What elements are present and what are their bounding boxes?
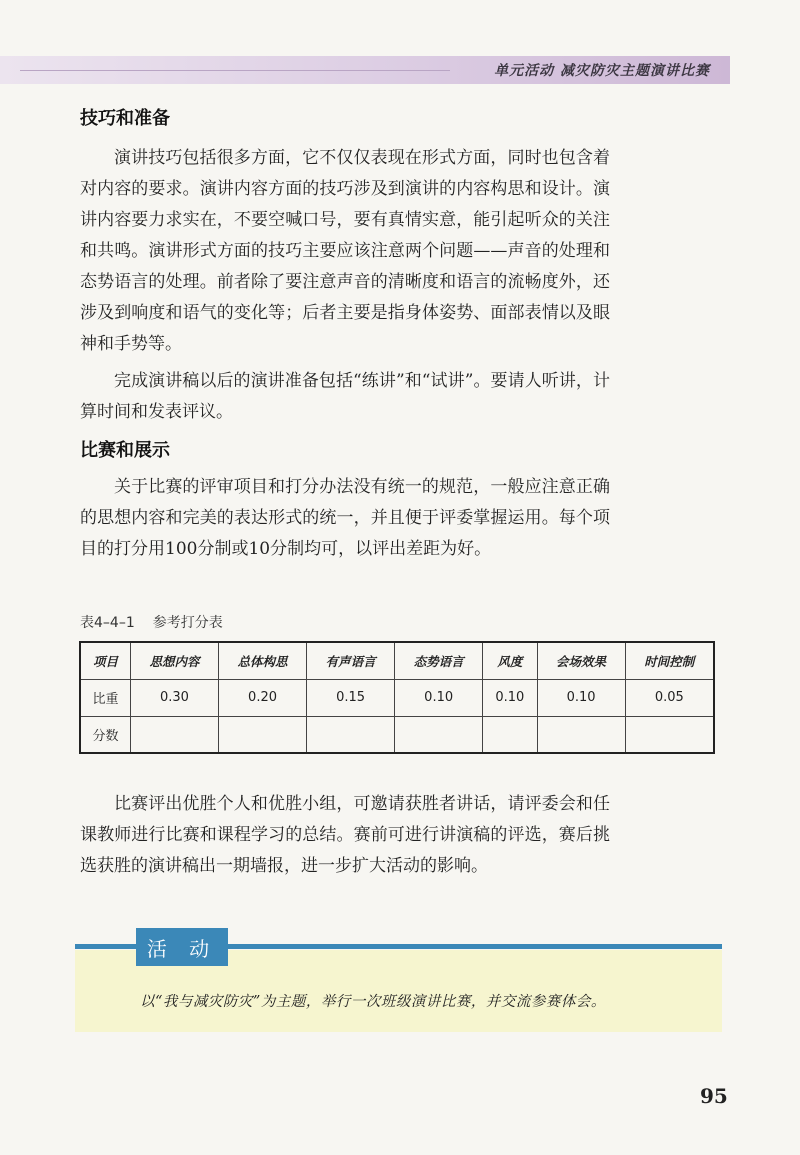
table-caption bbox=[80, 612, 241, 632]
table-header-cell: 思想内容 bbox=[130, 642, 218, 679]
table-header-row bbox=[80, 642, 714, 679]
table-cell: 0.15 bbox=[307, 679, 395, 716]
table-header-cell: 总体构思 bbox=[219, 642, 307, 679]
section-title-competition: 比赛和展示 bbox=[80, 440, 170, 461]
paragraph-preparation: 完成演讲稿以后的演讲准备包括“练讲”和“试讲”。要请人听讲，计算时间和发表评议。 bbox=[80, 371, 610, 422]
activity-label: 活 动 bbox=[136, 928, 228, 966]
running-header-title: 单元活动 减灾防灾主题演讲比赛 bbox=[494, 63, 710, 79]
table-header-cell: 项目 bbox=[80, 642, 130, 679]
table-cell: 0.10 bbox=[483, 679, 537, 716]
table-cell bbox=[483, 716, 537, 753]
table-cell bbox=[537, 716, 625, 753]
table-cell: 分数 bbox=[80, 716, 130, 753]
paragraph-skills: 演讲技巧包括很多方面，它不仅仅表现在形式方面，同时也包含着对内容的要求。演讲内容方面的技巧涉及到演讲的内容构思和设计。演讲内容要力求实在，不要空喊口号，要有真情实意，能引起听众的关注和共鸣。演讲形式方面的技巧主要应该注意两个问题——声音的处理和态势语言的处理。前者除了要注意声音的清晰度和语言的流畅度外，还涉及到响度和语气的变化等；后者主要是指身体姿势、面部表情以及眼神和手势等。 bbox=[80, 148, 610, 354]
table-cell bbox=[130, 716, 218, 753]
table-cell: 0.10 bbox=[537, 679, 625, 716]
table-title: 参考打分表 bbox=[152, 615, 223, 631]
table-header-cell: 态势语言 bbox=[395, 642, 483, 679]
table-cell bbox=[625, 716, 714, 753]
page-number: 95 bbox=[700, 1084, 728, 1108]
table-header-cell: 时间控制 bbox=[625, 642, 714, 679]
table-cell: 0.05 bbox=[625, 679, 714, 716]
header-rule bbox=[20, 70, 450, 71]
table-cell: 比重 bbox=[80, 679, 130, 716]
table-header-cell: 有声语言 bbox=[307, 642, 395, 679]
table-cell: 0.10 bbox=[395, 679, 483, 716]
table-cell: 0.30 bbox=[130, 679, 218, 716]
table-number: 表4–4–1 bbox=[80, 615, 135, 631]
table-row bbox=[80, 716, 714, 753]
table-header-cell: 会场效果 bbox=[537, 642, 625, 679]
table-cell bbox=[395, 716, 483, 753]
table-cell bbox=[219, 716, 307, 753]
activity-text: 以“我与减灾防灾”为主题，举行一次班级演讲比赛，并交流参赛体会。 bbox=[140, 994, 606, 1010]
section-title-skills: 技巧和准备 bbox=[80, 108, 170, 129]
table-cell bbox=[307, 716, 395, 753]
paragraph-closing: 比赛评出优胜个人和优胜小组，可邀请获胜者讲话，请评委会和任课教师进行比赛和课程学习的总结。赛前可进行讲演稿的评选，赛后挑选获胜的演讲稿出一期墙报，进一步扩大活动的影响。 bbox=[80, 794, 610, 876]
table-cell: 0.20 bbox=[219, 679, 307, 716]
scoring-table bbox=[79, 641, 715, 754]
table-row bbox=[80, 679, 714, 716]
table-header-cell: 风度 bbox=[483, 642, 537, 679]
paragraph-competition: 关于比赛的评审项目和打分办法没有统一的规范，一般应注意正确的思想内容和完美的表达形式的统一，并且便于评委掌握运用。每个项目的打分用100分制或10分制均可，以评出差距为好。 bbox=[80, 477, 610, 559]
